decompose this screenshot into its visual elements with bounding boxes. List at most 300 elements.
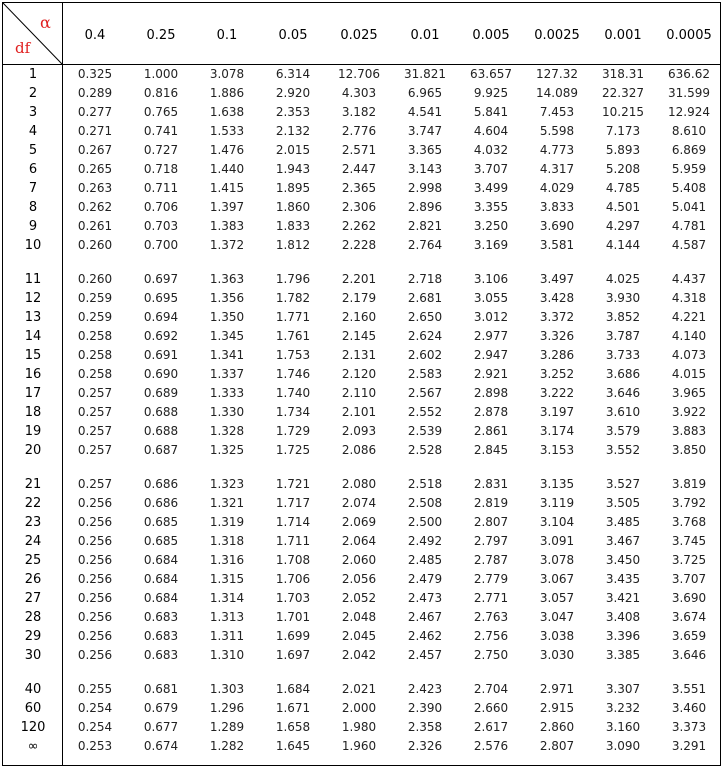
value-cell: 2.896: [407, 200, 443, 214]
value-cell: 0.256: [77, 496, 113, 510]
value-cell: 0.262: [77, 200, 113, 214]
value-cell: 3.396: [605, 629, 641, 643]
value-cell: 22.327: [602, 86, 644, 100]
value-cell: 2.617: [473, 720, 509, 734]
value-cell: 6.965: [407, 86, 443, 100]
value-cell: 6.869: [671, 143, 707, 157]
value-cell: 3.850: [671, 443, 707, 457]
value-cell: 3.197: [539, 405, 575, 419]
df-cell: 11: [24, 272, 42, 287]
value-cell: 1.860: [275, 200, 311, 214]
value-cell: 3.365: [407, 143, 443, 157]
value-cell: 0.687: [143, 443, 179, 457]
value-cell: 0.267: [77, 143, 113, 157]
table-row: [3, 289, 720, 308]
value-cell: 4.785: [605, 181, 641, 195]
value-cell: 2.571: [341, 143, 377, 157]
t-distribution-table: [2, 2, 721, 766]
value-cell: 3.922: [671, 405, 707, 419]
value-cell: 3.965: [671, 386, 707, 400]
value-cell: 4.029: [539, 181, 575, 195]
value-cell: 0.684: [143, 572, 179, 586]
value-cell: 3.078: [539, 553, 575, 567]
value-cell: 2.353: [275, 105, 311, 119]
value-cell: 1.771: [275, 310, 311, 324]
value-cell: 2.771: [473, 591, 509, 605]
value-cell: 0.697: [143, 272, 179, 286]
value-cell: 0.271: [77, 124, 113, 138]
value-cell: 0.253: [77, 739, 113, 753]
value-cell: 3.733: [605, 348, 641, 362]
value-cell: 3.435: [605, 572, 641, 586]
df-cell: 120: [20, 720, 46, 735]
value-cell: 4.501: [605, 200, 641, 214]
value-cell: 1.746: [275, 367, 311, 381]
value-cell: 2.069: [341, 515, 377, 529]
df-cell: 5: [28, 143, 38, 158]
value-cell: 2.120: [341, 367, 377, 381]
value-cell: 2.145: [341, 329, 377, 343]
value-cell: 0.691: [143, 348, 179, 362]
value-cell: 127.32: [536, 67, 578, 81]
value-cell: 1.313: [209, 610, 245, 624]
value-cell: 0.689: [143, 386, 179, 400]
alpha-header-cell: 0.01: [410, 28, 440, 43]
value-cell: 3.610: [605, 405, 641, 419]
value-cell: 31.821: [404, 67, 446, 81]
value-cell: 2.262: [341, 219, 377, 233]
value-cell: 3.030: [539, 648, 575, 662]
value-cell: 2.447: [341, 162, 377, 176]
value-cell: 3.055: [473, 291, 509, 305]
df-cell: 3: [28, 105, 38, 120]
value-cell: 1.886: [209, 86, 245, 100]
value-cell: 4.015: [671, 367, 707, 381]
value-cell: 2.819: [473, 496, 509, 510]
value-cell: 0.690: [143, 367, 179, 381]
value-cell: 3.852: [605, 310, 641, 324]
value-cell: 12.706: [338, 67, 380, 81]
value-cell: 2.110: [341, 386, 377, 400]
value-cell: 3.552: [605, 443, 641, 457]
table-row: [3, 532, 720, 551]
value-cell: 1.761: [275, 329, 311, 343]
value-cell: 2.492: [407, 534, 443, 548]
value-cell: 2.831: [473, 477, 509, 491]
value-cell: 5.041: [671, 200, 707, 214]
value-cell: 2.101: [341, 405, 377, 419]
value-cell: 2.423: [407, 682, 443, 696]
value-cell: 2.552: [407, 405, 443, 419]
alpha-header-cell: 0.4: [84, 28, 106, 43]
value-cell: 3.930: [605, 291, 641, 305]
value-cell: 4.587: [671, 238, 707, 252]
value-cell: 4.144: [605, 238, 641, 252]
value-cell: 2.518: [407, 477, 443, 491]
value-cell: 0.686: [143, 496, 179, 510]
value-cell: 2.704: [473, 682, 509, 696]
value-cell: 2.660: [473, 701, 509, 715]
value-cell: 2.764: [407, 238, 443, 252]
table-row: [3, 84, 720, 103]
df-cell: 30: [24, 648, 42, 663]
value-cell: 1.356: [209, 291, 245, 305]
alpha-header-cell: 0.05: [278, 28, 308, 43]
value-cell: 2.228: [341, 238, 377, 252]
value-cell: 3.707: [473, 162, 509, 176]
df-cell: 40: [24, 682, 42, 697]
table-row: [3, 646, 720, 665]
value-cell: 4.140: [671, 329, 707, 343]
value-cell: 0.259: [77, 291, 113, 305]
table-row: [3, 217, 720, 236]
df-cell: 16: [24, 367, 42, 382]
value-cell: 3.104: [539, 515, 575, 529]
value-cell: 7.453: [539, 105, 575, 119]
value-cell: 2.681: [407, 291, 443, 305]
value-cell: 1.363: [209, 272, 245, 286]
value-cell: 3.091: [539, 534, 575, 548]
value-cell: 1.328: [209, 424, 245, 438]
value-cell: 2.878: [473, 405, 509, 419]
value-cell: 2.179: [341, 291, 377, 305]
table-row: [3, 270, 720, 289]
value-cell: 0.688: [143, 405, 179, 419]
value-cell: 1.711: [275, 534, 311, 548]
value-cell: 2.576: [473, 739, 509, 753]
value-cell: 2.131: [341, 348, 377, 362]
value-cell: 2.508: [407, 496, 443, 510]
value-cell: 1.316: [209, 553, 245, 567]
value-cell: 4.221: [671, 310, 707, 324]
value-cell: 2.093: [341, 424, 377, 438]
value-cell: 2.042: [341, 648, 377, 662]
df-label: df: [15, 39, 31, 57]
table-row: [3, 737, 720, 756]
value-cell: 0.277: [77, 105, 113, 119]
value-cell: 0.686: [143, 477, 179, 491]
value-cell: 2.132: [275, 124, 311, 138]
value-cell: 4.297: [605, 219, 641, 233]
df-cell: 25: [24, 553, 42, 568]
value-cell: 0.685: [143, 515, 179, 529]
value-cell: 2.086: [341, 443, 377, 457]
value-cell: 2.860: [539, 720, 575, 734]
value-cell: 3.090: [605, 739, 641, 753]
value-cell: 3.408: [605, 610, 641, 624]
value-cell: 1.708: [275, 553, 311, 567]
alpha-header-cell: 0.005: [472, 28, 510, 43]
value-cell: 3.450: [605, 553, 641, 567]
table-row: [3, 475, 720, 494]
value-cell: 1.319: [209, 515, 245, 529]
value-cell: 1.684: [275, 682, 311, 696]
value-cell: 0.258: [77, 329, 113, 343]
value-cell: 2.000: [341, 701, 377, 715]
value-cell: 4.025: [605, 272, 641, 286]
value-cell: 8.610: [671, 124, 707, 138]
value-cell: 0.695: [143, 291, 179, 305]
table-row: [3, 384, 720, 403]
value-cell: 0.727: [143, 143, 179, 157]
value-cell: 0.684: [143, 591, 179, 605]
value-cell: 1.980: [341, 720, 377, 734]
value-cell: 1.703: [275, 591, 311, 605]
value-cell: 2.602: [407, 348, 443, 362]
df-cell: 29: [24, 629, 42, 644]
value-cell: 1.397: [209, 200, 245, 214]
value-cell: 4.781: [671, 219, 707, 233]
value-cell: 3.421: [605, 591, 641, 605]
value-cell: 2.915: [539, 701, 575, 715]
df-cell: 6: [28, 162, 38, 177]
df-cell: 18: [24, 405, 42, 420]
value-cell: 3.385: [605, 648, 641, 662]
value-cell: 3.883: [671, 424, 707, 438]
value-cell: 0.254: [77, 720, 113, 734]
value-cell: 3.169: [473, 238, 509, 252]
value-cell: 0.816: [143, 86, 179, 100]
table-row: [3, 122, 720, 141]
value-cell: 0.256: [77, 572, 113, 586]
df-cell: ∞: [27, 739, 39, 754]
value-cell: 3.646: [605, 386, 641, 400]
table-row: [3, 699, 720, 718]
value-cell: 0.259: [77, 310, 113, 324]
value-cell: 3.307: [605, 682, 641, 696]
value-cell: 5.408: [671, 181, 707, 195]
value-cell: 2.390: [407, 701, 443, 715]
value-cell: 3.232: [605, 701, 641, 715]
value-cell: 1.321: [209, 496, 245, 510]
value-cell: 1.706: [275, 572, 311, 586]
value-cell: 2.045: [341, 629, 377, 643]
alpha-header-cell: 0.0005: [666, 28, 712, 43]
value-cell: 0.700: [143, 238, 179, 252]
df-cell: 12: [24, 291, 42, 306]
value-cell: 3.106: [473, 272, 509, 286]
value-cell: 2.462: [407, 629, 443, 643]
table-row: [3, 422, 720, 441]
value-cell: 0.679: [143, 701, 179, 715]
value-cell: 1.721: [275, 477, 311, 491]
value-cell: 2.201: [341, 272, 377, 286]
value-cell: 2.358: [407, 720, 443, 734]
value-cell: 4.604: [473, 124, 509, 138]
value-cell: 2.776: [341, 124, 377, 138]
df-cell: 2: [28, 86, 38, 101]
value-cell: 2.052: [341, 591, 377, 605]
value-cell: 14.089: [536, 86, 578, 100]
value-cell: 3.291: [671, 739, 707, 753]
value-cell: 1.372: [209, 238, 245, 252]
value-cell: 3.143: [407, 162, 443, 176]
value-cell: 0.681: [143, 682, 179, 696]
value-cell: 0.741: [143, 124, 179, 138]
alpha-header-cell: 0.001: [604, 28, 642, 43]
value-cell: 4.773: [539, 143, 575, 157]
table-row: [3, 236, 720, 255]
value-cell: 2.048: [341, 610, 377, 624]
alpha-header-cell: 0.025: [340, 28, 378, 43]
value-cell: 1.310: [209, 648, 245, 662]
value-cell: 2.479: [407, 572, 443, 586]
df-cell: 21: [24, 477, 42, 492]
value-cell: 2.326: [407, 739, 443, 753]
value-cell: 0.703: [143, 219, 179, 233]
value-cell: 3.499: [473, 181, 509, 195]
df-cell: 23: [24, 515, 42, 530]
value-cell: 3.135: [539, 477, 575, 491]
value-cell: 3.707: [671, 572, 707, 586]
value-cell: 1.796: [275, 272, 311, 286]
value-cell: 0.257: [77, 424, 113, 438]
value-cell: 1.638: [209, 105, 245, 119]
value-cell: 4.032: [473, 143, 509, 157]
value-cell: 1.318: [209, 534, 245, 548]
value-cell: 2.015: [275, 143, 311, 157]
value-cell: 3.485: [605, 515, 641, 529]
value-cell: 0.256: [77, 534, 113, 548]
value-cell: 1.350: [209, 310, 245, 324]
value-cell: 0.692: [143, 329, 179, 343]
value-cell: 3.355: [473, 200, 509, 214]
value-cell: 3.252: [539, 367, 575, 381]
table-row: [3, 403, 720, 422]
df-cell: 20: [24, 443, 42, 458]
value-cell: 3.686: [605, 367, 641, 381]
value-cell: 2.473: [407, 591, 443, 605]
value-cell: 2.845: [473, 443, 509, 457]
value-cell: 0.706: [143, 200, 179, 214]
table-row: [3, 103, 720, 122]
value-cell: 1.476: [209, 143, 245, 157]
value-cell: 0.677: [143, 720, 179, 734]
value-cell: 3.372: [539, 310, 575, 324]
value-cell: 3.505: [605, 496, 641, 510]
value-cell: 3.057: [539, 591, 575, 605]
value-cell: 10.215: [602, 105, 644, 119]
value-cell: 1.440: [209, 162, 245, 176]
alpha-header-cell: 0.0025: [534, 28, 580, 43]
value-cell: 5.598: [539, 124, 575, 138]
value-cell: 2.898: [473, 386, 509, 400]
value-cell: 1.311: [209, 629, 245, 643]
df-cell: 4: [28, 124, 38, 139]
value-cell: 2.500: [407, 515, 443, 529]
value-cell: 2.624: [407, 329, 443, 343]
df-cell: 19: [24, 424, 42, 439]
value-cell: 1.725: [275, 443, 311, 457]
value-cell: 3.067: [539, 572, 575, 586]
value-cell: 0.289: [77, 86, 113, 100]
value-cell: 2.080: [341, 477, 377, 491]
value-cell: 0.263: [77, 181, 113, 195]
df-cell: 15: [24, 348, 42, 363]
value-cell: 1.533: [209, 124, 245, 138]
value-cell: 2.064: [341, 534, 377, 548]
table-row: [3, 608, 720, 627]
value-cell: 2.056: [341, 572, 377, 586]
value-cell: 636.62: [668, 67, 710, 81]
value-cell: 1.330: [209, 405, 245, 419]
value-cell: 3.551: [671, 682, 707, 696]
df-cell: 28: [24, 610, 42, 625]
value-cell: 0.256: [77, 610, 113, 624]
df-cell: 10: [24, 238, 42, 253]
value-cell: 2.861: [473, 424, 509, 438]
value-cell: 31.599: [668, 86, 710, 100]
df-cell: 17: [24, 386, 42, 401]
value-cell: 2.797: [473, 534, 509, 548]
table-row: [3, 179, 720, 198]
df-cell: 7: [28, 181, 38, 196]
value-cell: 3.690: [539, 219, 575, 233]
value-cell: 318.31: [602, 67, 644, 81]
value-cell: 2.971: [539, 682, 575, 696]
value-cell: 0.718: [143, 162, 179, 176]
value-cell: 1.337: [209, 367, 245, 381]
value-cell: 0.257: [77, 386, 113, 400]
value-cell: 3.768: [671, 515, 707, 529]
table-row: [3, 494, 720, 513]
value-cell: 3.153: [539, 443, 575, 457]
value-cell: 1.341: [209, 348, 245, 362]
alpha-header-cell: 0.1: [216, 28, 238, 43]
value-cell: 3.174: [539, 424, 575, 438]
value-cell: 2.921: [473, 367, 509, 381]
value-cell: 1.315: [209, 572, 245, 586]
value-cell: 3.012: [473, 310, 509, 324]
value-cell: 1.296: [209, 701, 245, 715]
value-cell: 3.527: [605, 477, 641, 491]
value-cell: 1.303: [209, 682, 245, 696]
value-cell: 1.740: [275, 386, 311, 400]
value-cell: 2.977: [473, 329, 509, 343]
value-cell: 63.657: [470, 67, 512, 81]
value-cell: 3.787: [605, 329, 641, 343]
table-row: [3, 65, 720, 84]
df-cell: 1: [28, 67, 38, 82]
value-cell: 1.333: [209, 386, 245, 400]
value-cell: 2.528: [407, 443, 443, 457]
value-cell: 2.756: [473, 629, 509, 643]
value-cell: 3.467: [605, 534, 641, 548]
table-row: [3, 327, 720, 346]
value-cell: 1.717: [275, 496, 311, 510]
value-cell: 2.779: [473, 572, 509, 586]
value-cell: 1.812: [275, 238, 311, 252]
value-cell: 4.541: [407, 105, 443, 119]
table-row: [3, 627, 720, 646]
value-cell: 0.688: [143, 424, 179, 438]
df-cell: 22: [24, 496, 42, 511]
value-cell: 3.038: [539, 629, 575, 643]
value-cell: 5.841: [473, 105, 509, 119]
value-cell: 3.326: [539, 329, 575, 343]
value-cell: 2.365: [341, 181, 377, 195]
value-cell: 0.257: [77, 477, 113, 491]
value-cell: 1.345: [209, 329, 245, 343]
value-cell: 3.047: [539, 610, 575, 624]
value-cell: 2.021: [341, 682, 377, 696]
value-cell: 1.282: [209, 739, 245, 753]
value-cell: 2.074: [341, 496, 377, 510]
value-cell: 0.256: [77, 553, 113, 567]
value-cell: 0.258: [77, 367, 113, 381]
corner-diagonal-line: [3, 3, 63, 65]
value-cell: 12.924: [668, 105, 710, 119]
